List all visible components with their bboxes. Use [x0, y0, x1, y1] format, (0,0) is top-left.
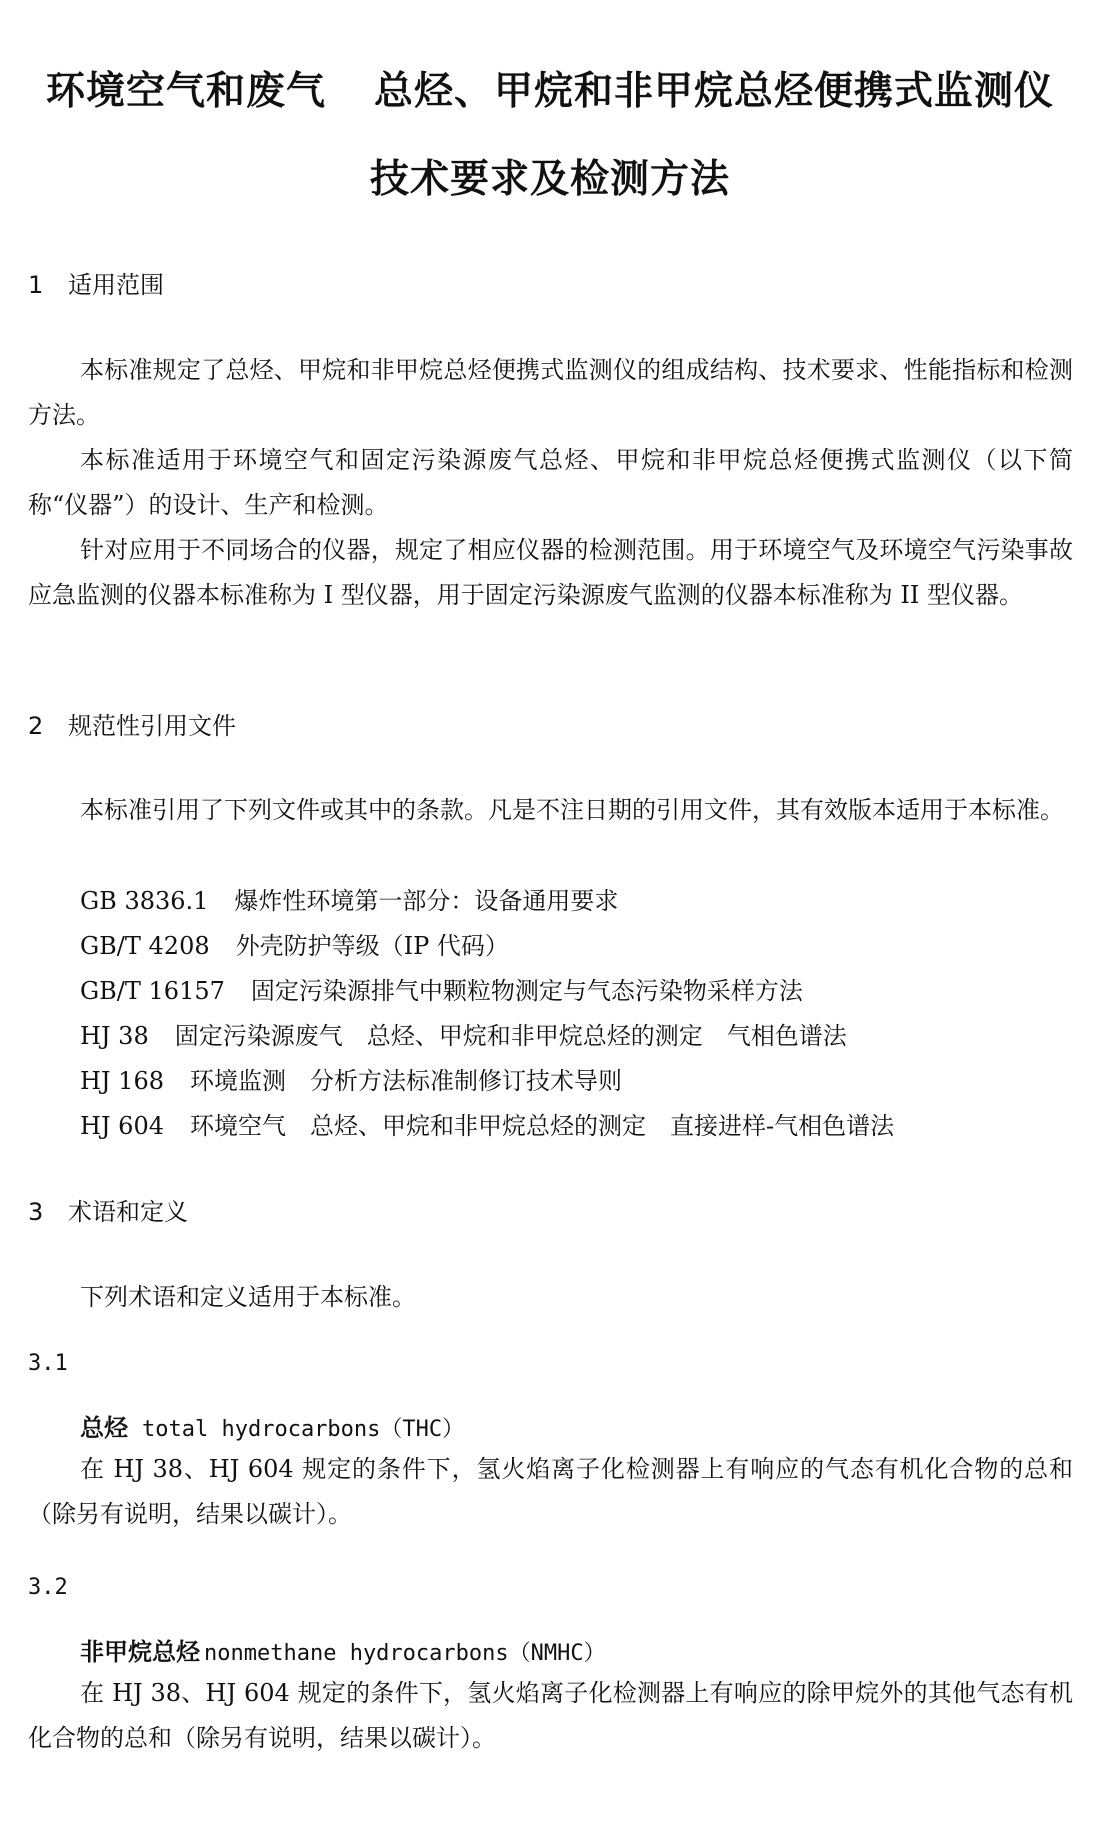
reference-code: HJ 168 [80, 1067, 164, 1095]
reference-item [80, 884, 618, 918]
reference-item [80, 1019, 847, 1053]
section-1-paragraph: 本标准适用于环境空气和固定污染源废气总烃、甲烷和非甲烷总烃便携式监测仪（以下简称“仪器”）的设计、生产和检测。 [28, 446, 1073, 519]
section-1-paragraph: 针对应用于不同场合的仪器，规定了相应仪器的检测范围。用于环境空气及环境空气污染事故应急监测的仪器本标准称为 I 型仪器，用于固定污染源废气监测的仪器本标准称为 II 型仪器。 [28, 536, 1073, 609]
reference-item [80, 1064, 622, 1098]
section-3-intro: 下列术语和定义适用于本标准。 [80, 1283, 416, 1311]
section-2-heading [28, 709, 236, 743]
term-heading [80, 1411, 464, 1447]
reference-code: GB 3836.1 [80, 887, 209, 915]
reference-title: 外壳防护等级（IP 代码） [235, 932, 509, 960]
reference-item [80, 1109, 894, 1143]
term-number: 3.1 [28, 1351, 68, 1376]
reference-title: 环境监测 分析方法标准制修订技术导则 [190, 1067, 622, 1095]
term-number: 3.2 [28, 1575, 68, 1600]
term-name-zh: 总烃 [80, 1414, 128, 1442]
reference-code: HJ 38 [80, 1022, 149, 1050]
title-part-a: 环境空气和废气 [45, 69, 326, 114]
section-title: 适用范围 [68, 271, 164, 299]
section-title: 术语和定义 [68, 1198, 188, 1226]
reference-item [80, 974, 803, 1008]
reference-title: 固定污染源排气中颗粒物测定与气态污染物采样方法 [250, 977, 803, 1005]
section-1-paragraph: 本标准规定了总烃、甲烷和非甲烷总烃便携式监测仪的组成结构、技术要求、性能指标和检测方法。 [28, 356, 1073, 429]
term-name-en: total hydrocarbons（THC） [142, 1417, 465, 1442]
reference-title: 环境空气 总烃、甲烷和非甲烷总烃的测定 直接进样-气相色谱法 [190, 1112, 895, 1140]
section-number: 1 [28, 271, 44, 299]
term-heading [80, 1635, 606, 1671]
reference-item [80, 929, 509, 963]
reference-title: 爆炸性环境第一部分：设备通用要求 [234, 887, 619, 915]
section-title: 规范性引用文件 [68, 712, 236, 740]
reference-code: HJ 604 [80, 1112, 164, 1140]
section-2-intro: 本标准引用了下列文件或其中的条款。凡是不注日期的引用文件，其有效版本适用于本标准。 [80, 796, 1064, 824]
section-3-heading [28, 1195, 188, 1229]
section-number: 3 [28, 1198, 44, 1226]
term-name-en: nonmethane hydrocarbons（NMHC） [204, 1641, 606, 1666]
document-title-line-2: 技术要求及检测方法 [369, 157, 730, 202]
document-title-line-1 [0, 66, 1100, 118]
term-definition: 在 HJ 38、HJ 604 规定的条件下，氢火焰离子化检测器上有响应的除甲烷外的其他气态有机化合物的总和（除另有说明，结果以碳计）。 [28, 1679, 1073, 1752]
section-number: 2 [28, 712, 44, 740]
term-definition: 在 HJ 38、HJ 604 规定的条件下，氢火焰离子化检测器上有响应的气态有机化合物的总和（除另有说明，结果以碳计）。 [28, 1455, 1073, 1528]
reference-code: GB/T 16157 [80, 977, 225, 1005]
term-name-zh: 非甲烷总烃 [80, 1638, 200, 1666]
reference-title: 固定污染源废气 总烃、甲烷和非甲烷总烃的测定 气相色谱法 [174, 1022, 847, 1050]
section-1-heading [28, 268, 164, 302]
reference-code: GB/T 4208 [80, 932, 210, 960]
title-part-b: 总烃、甲烷和非甲烷总烃便携式监测仪 [374, 69, 1055, 114]
